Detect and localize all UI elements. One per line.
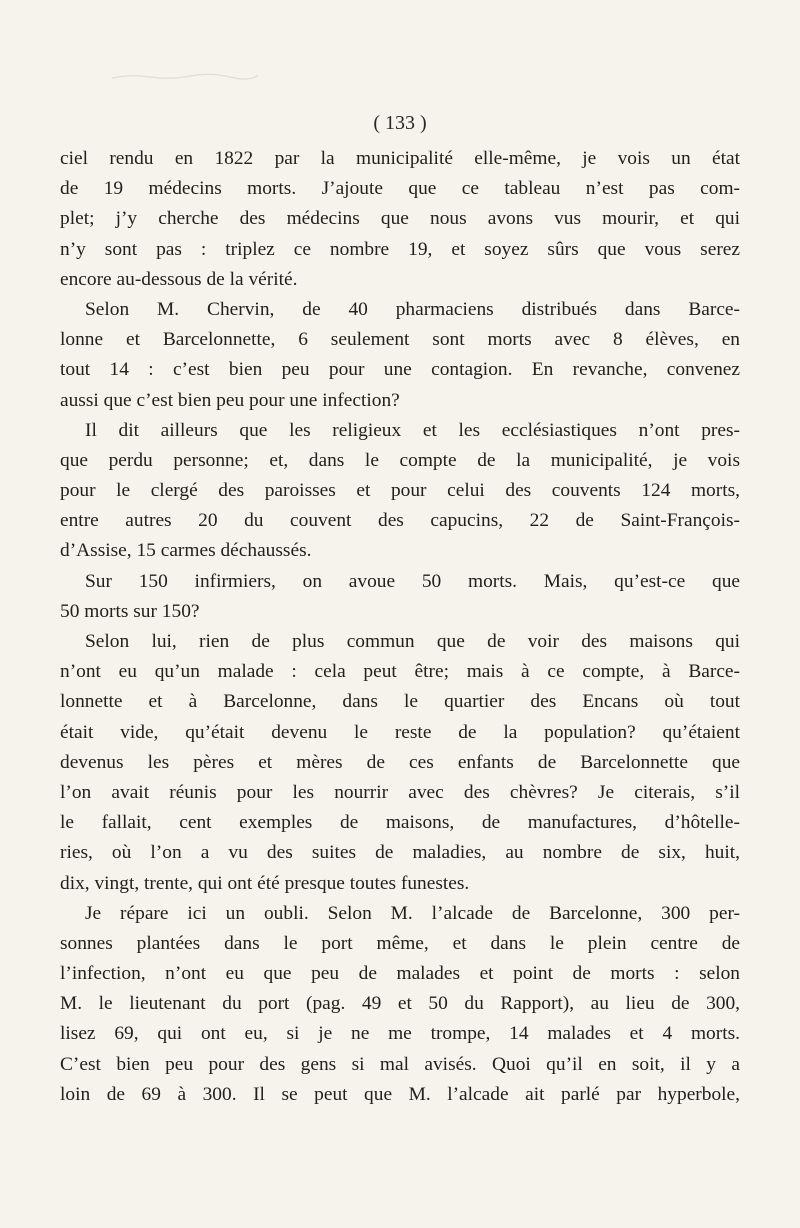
text-line: était vide, qu’était devenu le reste de la population? qu’étaient [60, 721, 740, 743]
text-line: de 19 médecins morts. J’ajoute que ce tableau n’est pas com- [60, 178, 740, 200]
text-line: plet; j’y cherche des médecins que nous avons vus mourir, et qui [60, 208, 740, 230]
text-line: tout 14 : c’est bien peu pour une contagion. En revanche, convenez [60, 359, 740, 381]
text-line: ciel rendu en 1822 par la municipalité elle-même, je vois un état [60, 148, 740, 169]
page-number: ( 133 ) [373, 112, 427, 134]
text-line: Il dit ailleurs que les religieux et les ecclésiastiques n’ont pres- [85, 419, 740, 441]
text-line: d’Assise, 15 carmes déchaussés. [60, 540, 312, 562]
text-line: sonnes plantées dans le port même, et dans le plein centre de [60, 932, 740, 954]
text-line: loin de 69 à 300. Il se peut que M. l’alcade ait parlé par hyperbole, [60, 1083, 740, 1105]
text-line: aussi que c’est bien peu pour une infection? [60, 389, 400, 411]
text-line: Selon lui, rien de plus commun que de voir des maisons qui [85, 631, 740, 652]
show-through-mark [110, 70, 260, 82]
text-line: dix, vingt, trente, qui ont été presque toutes funestes. [60, 872, 470, 894]
text-line: encore au-dessous de la vérité. [60, 268, 298, 290]
text-line: M. le lieutenant du port (pag. 49 et 50 du Rapport), au lieu de 300, [60, 993, 740, 1015]
text-line: ries, où l’on a vu des suites de maladies, au nombre de six, huit, [60, 842, 740, 864]
text-line: n’y sont pas : triplez ce nombre 19, et soyez sûrs que vous serez [60, 238, 740, 260]
text-line: lonnette et à Barcelonne, dans le quartier des Encans où tout [60, 691, 740, 713]
text-line: lonne et Barcelonnette, 6 seulement sont morts avec 8 élèves, en [60, 329, 740, 351]
text-line: n’ont eu qu’un malade : cela peut être; mais à ce compte, à Barce- [60, 661, 740, 683]
text-line: lisez 69, qui ont eu, si je ne me trompe, 14 malades et 4 morts. [60, 1023, 740, 1045]
body-text [60, 144, 740, 1110]
text-line: que perdu personne; et, dans le compte de la municipalité, je vois [60, 449, 740, 471]
text-line: C’est bien peu pour des gens si mal avisés. Quoi qu’il en soit, il y a [60, 1053, 740, 1075]
text-line: le fallait, cent exemples de maisons, de manufactures, d’hôtelle- [60, 812, 740, 834]
text-line: l’on avait réunis pour les nourrir avec des chèvres? Je citerais, s’il [60, 781, 740, 803]
text-line: pour le clergé des paroisses et pour celui des couvents 124 morts, [60, 480, 740, 502]
text-line: l’infection, n’ont eu que peu de malades et point de morts : selon [60, 963, 740, 985]
text-line: 50 morts sur 150? [60, 600, 200, 622]
text-line: Sur 150 infirmiers, on avoue 50 morts. Mais, qu’est-ce que [85, 570, 740, 592]
text-line: Je répare ici un oubli. Selon M. l’alcade de Barcelonne, 300 per- [85, 902, 740, 924]
text-line: Selon M. Chervin, de 40 pharmaciens distribués dans Barce- [85, 298, 740, 320]
text-line: devenus les pères et mères de ces enfants de Barcelonnette que [60, 751, 740, 773]
text-line: entre autres 20 du couvent des capucins, 22 de Saint-François- [60, 510, 740, 532]
